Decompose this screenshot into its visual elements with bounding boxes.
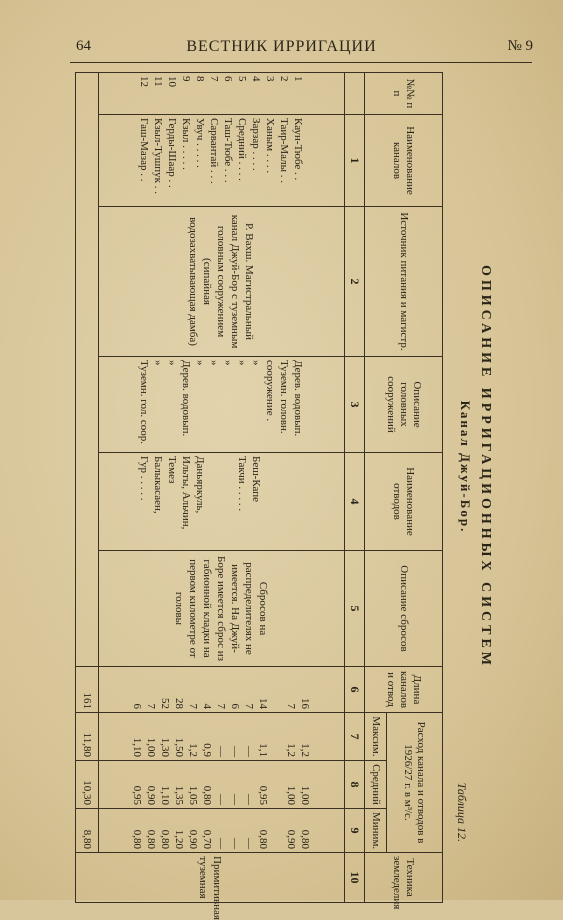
length-value: 14	[257, 698, 270, 709]
mean-value: —	[229, 794, 242, 805]
journal-title: ВЕСТНИК ИРРИГАЦИИ	[186, 38, 377, 55]
total-min: 8,80	[76, 809, 99, 853]
row-no: 1	[292, 76, 305, 82]
min-value: 1,20	[173, 829, 186, 850]
canal-name: Зарзар . . . .	[250, 118, 263, 171]
headworks-line: »	[194, 360, 207, 366]
headworks-line: Туземн. гол. соор.	[138, 360, 151, 444]
mean-value: 0,80	[201, 785, 214, 805]
headworks-line: Дерев. водовып.	[180, 360, 193, 437]
header-spillways: Описание сбросов	[365, 551, 443, 667]
column-numbers-row	[345, 73, 365, 903]
irrigation-table	[75, 72, 443, 920]
min-value: 0,90	[285, 829, 298, 850]
running-head	[0, 36, 563, 58]
row-no: 8	[194, 76, 207, 82]
length-value	[271, 670, 285, 709]
length-value: 7	[243, 703, 256, 709]
min-value: 0,80	[131, 829, 144, 850]
branch-line: Такчи . . . . .	[236, 456, 249, 512]
total-mean: 10,30	[76, 761, 99, 809]
length-value: 7	[145, 703, 158, 709]
row-no: 2	[278, 76, 291, 82]
min-value: —	[243, 838, 256, 850]
issue-number: № 9	[507, 38, 533, 54]
min-value: 0,80	[257, 829, 270, 850]
canal-name: Таир-Малы . .	[278, 118, 291, 184]
table-label: Таблица 12.	[455, 782, 469, 842]
length-value: 52	[159, 698, 172, 709]
row-no: 4	[250, 76, 263, 82]
max-value: 1,10	[131, 737, 144, 757]
header-min: Миним.	[365, 809, 387, 853]
min-column	[99, 809, 345, 853]
colnum-cell	[345, 73, 365, 115]
source-text: Р. Вахш. Магистральный канал Джуй-Бор с туземным головным сооружением (сипайная водозахватывающая дамба)	[99, 207, 345, 357]
max-value: 1,2	[187, 743, 200, 757]
max-value: 1,1	[257, 743, 270, 757]
rotated-table-block	[75, 72, 495, 920]
headworks-line: »	[152, 360, 165, 366]
row-no: 9	[180, 76, 193, 82]
header-row	[387, 73, 443, 903]
headworks-line: »	[166, 360, 179, 366]
header-length: Длина каналов и отвод	[365, 667, 443, 713]
technique-text: Примитивная туземная	[76, 853, 345, 903]
mean-value: 1,35	[173, 785, 186, 805]
min-value	[271, 812, 285, 849]
length-value: 4	[201, 703, 214, 709]
branch-line: Даньяркуль,	[194, 456, 207, 514]
row-no: 6	[222, 76, 235, 82]
mean-value: 0,95	[131, 785, 144, 805]
mean-value: 0,90	[145, 785, 158, 805]
data-row	[99, 73, 345, 903]
table-captions	[449, 72, 495, 862]
canal-name: Герды-Шаар . .	[166, 118, 179, 188]
max-column	[99, 713, 345, 761]
totals-label-cell	[76, 73, 99, 667]
max-value: 1,30	[159, 737, 172, 757]
branch-line: Гур . . . . .	[138, 456, 151, 501]
length-value: 7	[187, 703, 200, 709]
canal-name: Кзыл . . . . .	[180, 118, 193, 170]
min-value: —	[215, 838, 228, 850]
branch-line: Балыкасаен,	[152, 456, 165, 514]
canal-name: Сарвантай . . .	[208, 118, 221, 184]
header-mean: Средний	[365, 761, 387, 809]
min-value: 0,70	[201, 829, 214, 850]
branch-line	[222, 456, 236, 547]
branch-line	[278, 456, 292, 547]
section-heading: ОПИСАНИЕ ИРРИГАЦИОННЫХ СИСТЕМ	[478, 265, 493, 669]
total-length: 161	[76, 667, 99, 713]
min-value: 0,80	[145, 829, 158, 850]
mean-value: 1,00	[299, 785, 312, 805]
length-value: 28	[173, 698, 186, 709]
header-technique: Техника земледелия	[365, 853, 443, 903]
totals-row	[76, 73, 99, 903]
colnum-cell: 3	[345, 357, 365, 453]
branch-line: Беш-Капе	[250, 456, 263, 503]
section-subheading: Канал Джуй-Бор.	[458, 400, 473, 534]
colnum-cell: 4	[345, 453, 365, 551]
colnum-cell: 10	[345, 853, 365, 903]
header-rule	[70, 62, 532, 63]
headworks-line: Дерев. водовып.	[292, 360, 305, 437]
min-value: 0,80	[299, 829, 312, 850]
colnum-cell: 7	[345, 713, 365, 761]
headworks-line: »	[208, 360, 221, 366]
canal-name: Таш-Тюбе . . .	[222, 118, 235, 183]
min-value: 0,90	[187, 829, 200, 850]
headworks-line: Туземн. головн.	[278, 360, 291, 434]
colnum-cell: 8	[345, 761, 365, 809]
page-number: 64	[76, 38, 91, 54]
max-value: 1,00	[145, 737, 158, 757]
row-no: 7	[208, 76, 221, 82]
header-branches: Наименование отводов	[365, 453, 443, 551]
canal-name: Кзыл-Тушпук . .	[152, 118, 165, 194]
branch-line	[292, 456, 306, 547]
canal-name: Каун-Тюбе . .	[292, 118, 305, 181]
mean-value: 1,00	[285, 785, 298, 805]
mean-value: —	[215, 794, 228, 805]
colnum-cell: 5	[345, 551, 365, 667]
max-value: —	[215, 746, 228, 757]
header-discharge-group: Расход канала и отводов в 1926/27 г. в м³/с.	[387, 713, 443, 853]
mean-value: 0,95	[257, 785, 270, 805]
max-value: 1,2	[299, 743, 312, 757]
header-headworks: Описание головных сооружений	[365, 357, 443, 453]
row-no: 12	[138, 76, 151, 87]
colnum-cell: 9	[345, 809, 365, 853]
header-no: №№ п п	[365, 73, 443, 115]
branch-line: Ильты, Альчин,	[180, 456, 193, 530]
mean-value: —	[243, 794, 256, 805]
max-value	[271, 716, 285, 757]
max-value: 0,9	[201, 743, 214, 757]
length-column	[99, 667, 345, 713]
colnum-cell: 2	[345, 207, 365, 357]
min-value: 0,80	[159, 829, 172, 850]
header-source: Источник питания и магистр.	[365, 207, 443, 357]
headworks-line: сооружение .	[264, 360, 277, 422]
headworks-column	[99, 357, 345, 453]
max-value: —	[229, 746, 242, 757]
headworks-line: »	[236, 360, 249, 366]
length-value: 6	[229, 703, 242, 709]
branch-line	[208, 456, 222, 547]
row-no: 5	[236, 76, 249, 82]
headworks-line: »	[250, 360, 263, 366]
length-value: 6	[131, 703, 144, 709]
canal-name: Увуч . . . . .	[194, 118, 207, 168]
mean-column	[99, 761, 345, 809]
headworks-line: »	[222, 360, 235, 366]
header-name: Наименование каналов	[365, 115, 443, 207]
branch-line	[264, 456, 278, 547]
length-value: 7	[285, 703, 298, 709]
name-column	[99, 115, 345, 207]
branch-line: Темез	[166, 456, 179, 484]
max-value: —	[243, 746, 256, 757]
colnum-cell: 6	[345, 667, 365, 713]
canal-name: Ханым . . . .	[264, 118, 277, 174]
max-value: 1,50	[173, 737, 186, 757]
mean-value: 1,10	[159, 785, 172, 805]
row-no: 10	[166, 76, 179, 87]
length-value: 16	[299, 698, 312, 709]
spillways-text: Сбросов на распределителях не имеется. На Джуй-Боре имеется сброс из габионной кладки на первом километре от головы	[99, 551, 345, 667]
canal-name: Гаш-Мазар . .	[138, 118, 151, 182]
length-value: 7	[215, 703, 228, 709]
mean-value: 1,05	[187, 785, 200, 805]
mean-value	[271, 764, 285, 805]
no-column	[99, 73, 345, 115]
row-no: 3	[264, 76, 277, 82]
header-max: Максим.	[365, 713, 387, 761]
canal-name: Средний . . . .	[236, 118, 249, 181]
row-no: 11	[152, 76, 165, 87]
colnum-cell: 1	[345, 115, 365, 207]
min-value: —	[229, 838, 242, 850]
branches-column	[99, 453, 345, 551]
total-max: 11,80	[76, 713, 99, 761]
max-value: 1,2	[285, 743, 298, 757]
